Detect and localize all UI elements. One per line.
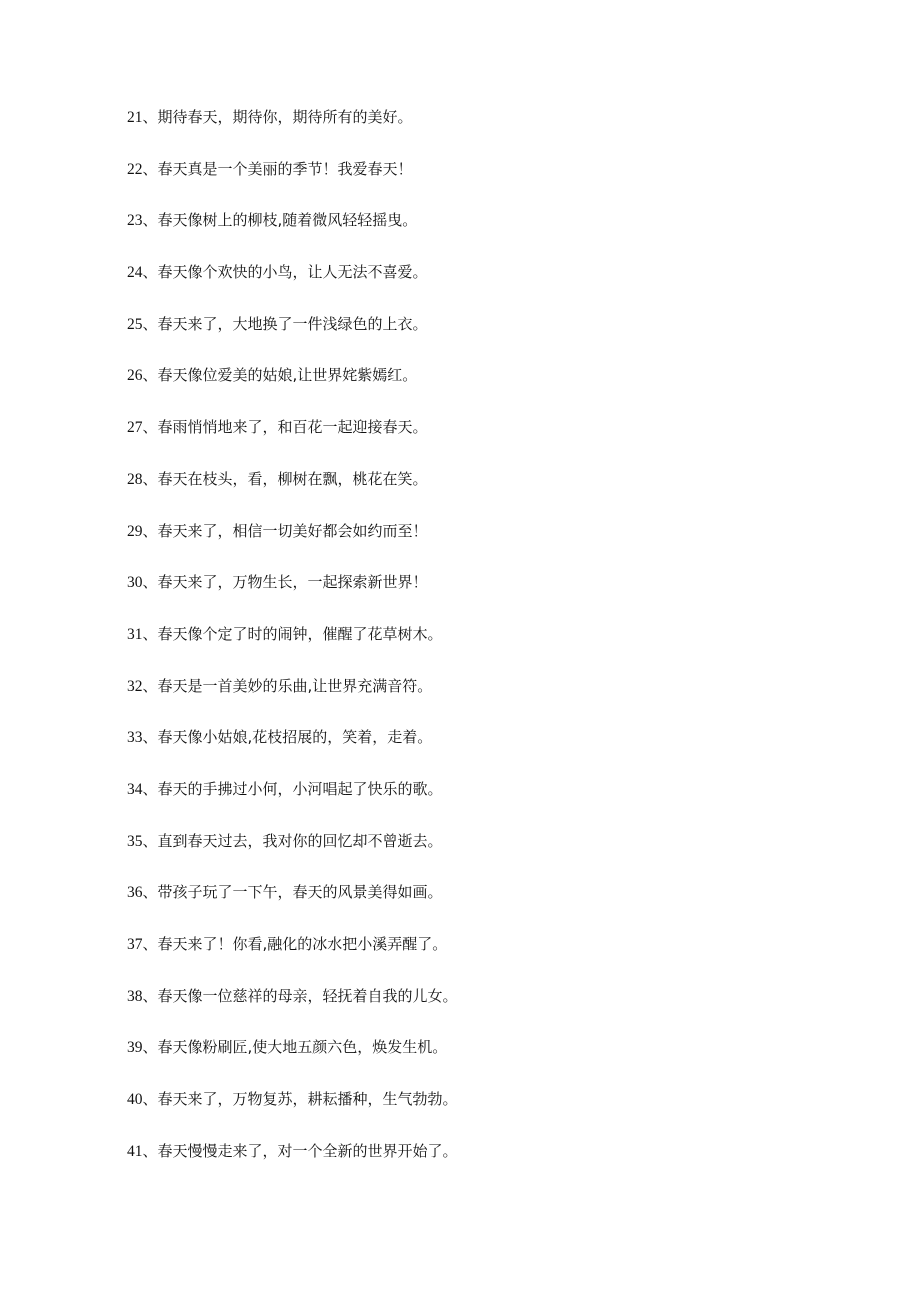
item-number: 25 [127,315,143,333]
item-number: 40 [127,1091,143,1109]
item-text: 、春天是一首美妙的乐曲,让世界充满音符。 [142,676,433,695]
list-item [127,1036,458,1088]
item-number: 26 [127,367,143,385]
list-item [127,416,458,468]
item-number: 39 [127,1039,143,1057]
list-item [127,933,458,985]
list-item [127,881,458,933]
item-text: 、春雨悄悄地来了，和百花一起迎接春天。 [142,418,428,437]
list-item [127,726,458,778]
item-text: 、春天像位爱美的姑娘,让世界姹紫嫣红。 [142,366,418,385]
item-text: 、春天来了，相信一切美好都会如约而至！ [142,521,428,540]
list-item [127,1140,458,1192]
item-text: 、春天像粉刷匠,使大地五颜六色，焕发生机。 [142,1038,448,1057]
item-number: 27 [127,419,143,437]
item-number: 35 [127,832,143,850]
item-number: 34 [127,780,143,798]
list-item [127,675,458,727]
list-item [127,778,458,830]
item-number: 24 [127,264,143,282]
item-text: 、期待春天，期待你，期待所有的美好。 [142,108,413,126]
list-item [127,364,458,416]
list-item [127,261,458,313]
list-item [127,520,458,572]
item-text: 、春天来了，万物复苏，耕耘播种，生气勃勃。 [142,1090,458,1109]
list-item [127,571,458,623]
item-number: 28 [127,470,143,488]
list-item [127,106,458,158]
item-number: 23 [127,212,143,230]
item-text: 、带孩子玩了一下午，春天的风景美得如画。 [142,883,443,902]
item-text: 、春天像个欢快的小鸟，让人无法不喜爱。 [142,263,428,282]
item-text: 、春天像个定了时的闹钟，催醒了花草树木。 [142,624,443,643]
list-item [127,313,458,365]
list-item [127,158,458,210]
item-number: 36 [127,884,143,902]
item-text: 、春天来了！你看,融化的冰水把小溪弄醒了。 [142,935,448,953]
item-text: 、春天像小姑娘,花枝招展的，笑着，走着。 [142,728,433,747]
item-number: 32 [127,677,143,695]
list-item [127,623,458,675]
list-item [127,1088,458,1140]
item-number: 22 [127,160,143,178]
item-text: 、春天在枝头，看，柳树在飘，桃花在笑。 [142,469,428,488]
list-item [127,830,458,882]
item-text: 、春天像一位慈祥的母亲，轻抚着自我的儿女。 [142,986,458,1005]
item-text: 、直到春天过去，我对你的回忆却不曾逝去。 [142,831,443,850]
item-number: 38 [127,987,143,1005]
list-item [127,985,458,1037]
item-text: 、春天真是一个美丽的季节！我爱春天！ [142,159,413,178]
item-number: 37 [127,936,143,953]
item-text: 、春天来了，万物生长，一起探索新世界！ [142,573,428,592]
item-number: 21 [127,109,143,126]
item-text: 、春天像树上的柳枝,随着微风轻轻摇曳。 [142,211,418,230]
item-number: 33 [127,729,143,747]
list-item [127,468,458,520]
list-item [127,209,458,261]
item-number: 29 [127,522,143,540]
item-number: 30 [127,574,143,592]
item-text: 、春天慢慢走来了，对一个全新的世界开始了。 [142,1141,458,1160]
item-text: 、春天的手拂过小何，小河唱起了快乐的歌。 [142,779,443,798]
sentence-list [127,106,458,1191]
item-text: 、春天来了，大地换了一件浅绿色的上衣。 [142,314,428,333]
item-number: 31 [127,625,143,643]
item-number: 41 [127,1142,143,1160]
